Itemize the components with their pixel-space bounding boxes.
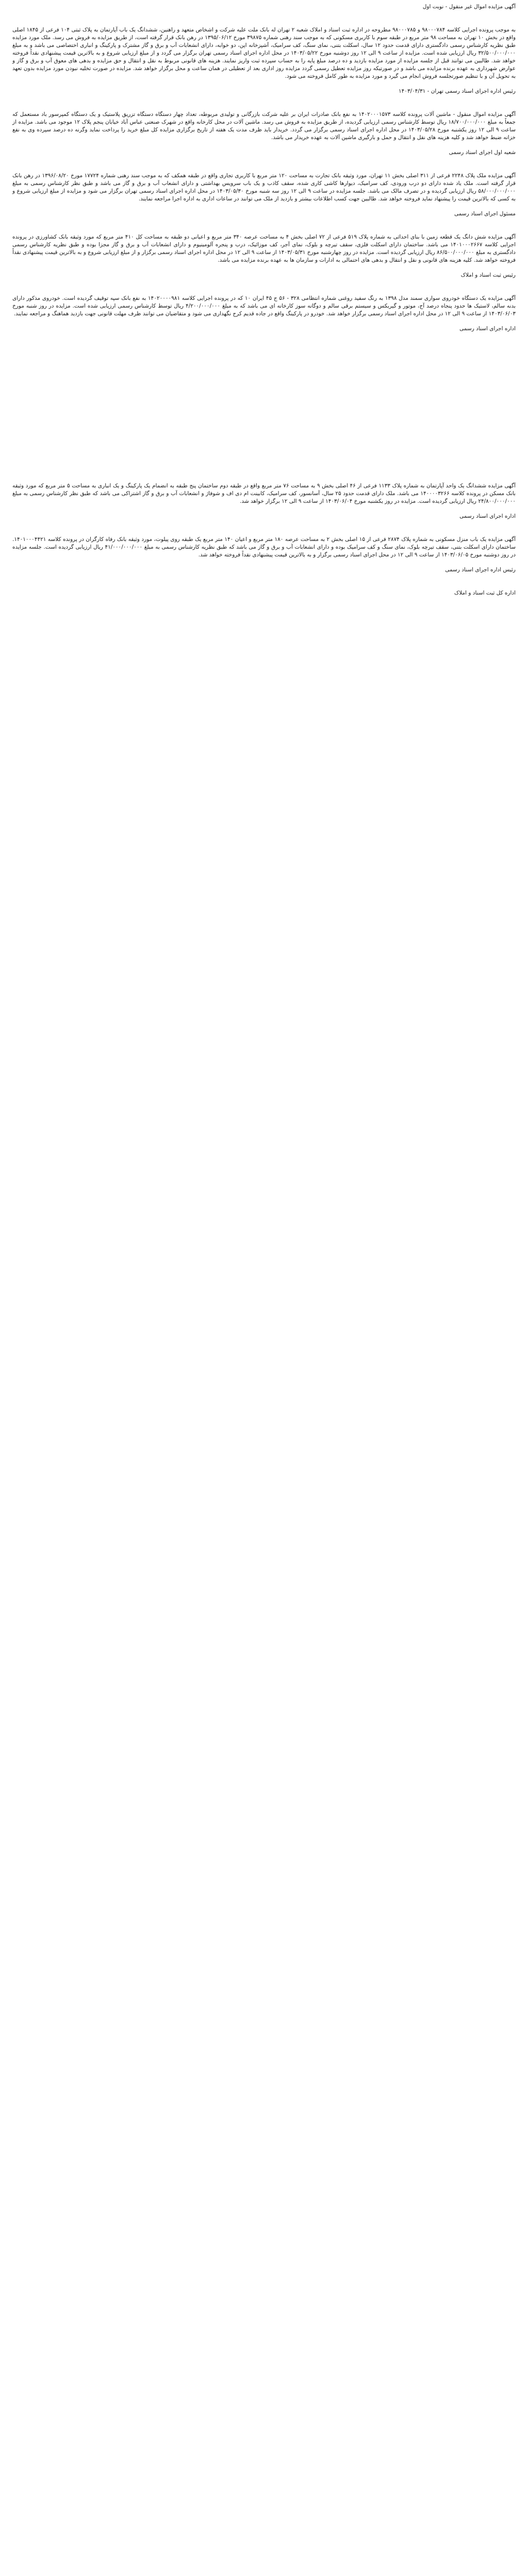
- notice-block: [12, 482, 516, 520]
- notice-signature: رئیس ثبت اسناد و املاک: [460, 272, 516, 278]
- notice-signature: اداره اجرای اسناد رسمی: [459, 513, 516, 519]
- notice-block: [12, 172, 516, 218]
- notice-signature: اداره اجرای اسناد رسمی: [459, 326, 516, 332]
- notice-paragraph: آگهی مزایده یک دستگاه خودروی سواری سمند مدل ۱۳۹۸ به رنگ سفید روغنی شماره انتظامی ۳۲۸ - ۵۶ ج ۴۵ ایران ۱۰ که در پرونده اجرایی کلاسه ۱۴۰۲۰۰۰۰۹۸۱ به نفع بانک سپه توقیف گردیده است. خودروی مذکور دارای بدنه سالم، لاستیک ها حدود پنجاه درصد آج، موتور و گیربکس و سیستم برقی سالم و دوگانه سوز کارخانه ای می باشد که به مبلغ ۴/۲۰۰/۰۰۰/۰۰۰ ریال توسط کارشناس رسمی ارزیابی شده است. مزایده در روز شنبه مورخ ۱۴۰۳/۰۶/۰۳ از ساعت ۹ الی ۱۲ در محل اداره اجرای اسناد رسمی برگزار خواهد شد. خودرو در پارکینگ واقع در جاده قدیم کرج نگهداری می شود و متقاضیان می توانند ظرف مهلت قانونی جهت بازدید هماهنگ و مراجعه نمایند.: [12, 295, 516, 317]
- notice-signature: شعبه اول اجرای اسناد رسمی: [449, 149, 516, 156]
- heading-block: [12, 3, 516, 11]
- document-signature: اداره کل ثبت اسناد و املاک: [454, 590, 516, 596]
- notice-block: [12, 26, 516, 95]
- notice-block: [12, 536, 516, 574]
- notice-signature: رئیس اداره اجرای اسناد رسمی تهران - ۱۴۰۳/۰۴/۳۱: [399, 88, 516, 94]
- notice-paragraph: آگهی مزایده اموال منقول - ماشین آلات پرونده کلاسه ۱۴۰۲۰۰۰۱۵۷۳ به نفع بانک صادرات ایران بر علیه شرکت بازرگانی و تولیدی مربوطه، تعداد چهار دستگاه دستگاه تزریق پلاستیک و یک دستگاه کمپرسور باد مستعمل که جمعاً به مبلغ ۱۸/۷۰۰/۰۰۰/۰۰۰ ریال توسط کارشناس رسمی ارزیابی گردیده، از طریق مزایده به فروش می رسد. ماشین آلات در محل کارخانه واقع در شهرک صنعتی عباس آباد خیابان پنجم پلاک ۱۲ موجود می باشد. مزایده از ساعت ۹ الی ۱۲ روز یکشنبه مورخ ۱۴۰۳/۰۵/۲۸ در محل اداره اجرای اسناد رسمی برگزار می گردد. خریدار باید ظرف مدت یک هفته از تاریخ برگزاری مزایده کل مبلغ خرید را پرداخت نماید وگرنه ده درصد سپرده وی به نفع خزانه ضبط خواهد شد و کلیه هزینه های نقل و انتقال و حمل و بارگیری ماشین آلات به عهده خریدار می باشد.: [12, 111, 516, 141]
- notice-paragraph: آگهی مزایده ششدانگ یک واحد آپارتمان به شماره پلاک ۱۱۳۳ فرعی از ۴۶ اصلی بخش ۹ به مساحت ۷۶ متر مربع واقع در طبقه دوم ساختمان پنج طبقه به انضمام یک پارکینگ و یک انباری به مساحت ۵ متر مربع که مورد وثیقه بانک مسکن در پرونده کلاسه ۱۴۰۰۰۰۳۲۶۶ می باشد. ملک دارای قدمت حدود ۲۵ سال، آسانسور، کف سرامیک، کابینت ام دی اف و شوفاژ و انشعابات آب و برق و گاز اشتراکی می باشد که طبق نظر کارشناس رسمی به مبلغ ۲۴/۸۰۰/۰۰۰/۰۰۰ ریال ارزیابی گردیده است. مزایده در روز یکشنبه مورخ ۱۴۰۳/۰۶/۰۴ از ساعت ۹ الی ۱۲ برگزار خواهد شد.: [12, 483, 516, 504]
- notice-paragraph: آگهی مزایده یک باب منزل مسکونی به شماره پلاک ۲۸۷۴ فرعی از ۱۵ اصلی بخش ۲ به مساحت عرصه ۱۸۰ متر مربع و اعیان ۱۴۰ متر مربع یک طبقه روی پیلوت، مورد وثیقه بانک رفاه کارگران در پرونده کلاسه ۱۴۰۱۰۰۰۴۴۲۱. ساختمان دارای اسکلت بتنی، سقف تیرچه بلوک، نمای سنگ و کف سرامیک بوده و دارای انشعابات آب و برق و گاز می باشد که طبق نظریه کارشناس رسمی به مبلغ ۴۱/۰۰۰/۰۰۰/۰۰۰ ریال ارزیابی گردیده است. جلسه مزایده در روز دوشنبه مورخ ۱۴۰۳/۰۶/۰۵ از ساعت ۹ الی ۱۲ در محل اجرای اسناد رسمی برگزار و به بالاترین قیمت پیشنهادی نقداً فروخته خواهد شد.: [12, 536, 516, 558]
- notice-block: [12, 233, 516, 279]
- document-page: [12, 3, 516, 597]
- notice-paragraph: به موجب پرونده اجرایی کلاسه ۹۸۰۰۰۷۸۴ و ۹۸۰۰۰۷۸۵ مطروحه در اداره ثبت اسناد و املاک شعبه ۲ تهران له بانک ملت علیه شرکت و اشخاص متعهد و راهنین، ششدانگ یک باب آپارتمان به پلاک ثبتی ۱۰۴ فرعی از ۱۸۴۵ اصلی واقع در بخش ۱۰ تهران به مساحت ۹۸ متر مربع در طبقه سوم با کاربری مسکونی که به موجب سند رهنی شماره ۳۹۸۷۵ مورخ ۱۳۹۵/۰۶/۱۲ در رهن بانک قرار گرفته است، از طریق مزایده به فروش می رسد. ملک مورد مزایده طبق نظریه کارشناس رسمی دادگستری دارای قدمت حدود ۱۲ سال، اسکلت بتنی، نمای سنگ، کف سرامیک، آشپزخانه اپن، دو خوابه، دارای انشعابات آب و برق و گاز مشترک و پارکینگ و انباری اختصاصی می باشد و به مبلغ ۳۲/۵۰۰/۰۰۰/۰۰۰ ریال ارزیابی شده است. مزایده از ساعت ۹ الی ۱۲ روز دوشنبه مورخ ۱۴۰۳/۰۵/۲۲ در محل اداره اجرای اسناد رسمی تهران برگزار می گردد و از مبلغ ارزیابی شروع و به بالاترین قیمت پیشنهادی نقداً فروخته خواهد شد. طالبین می توانند قبل از جلسه مزایده از مورد مزایده بازدید و ده درصد مبلغ پایه را به حساب سپرده ثبت واریز نمایند. هزینه های قانونی مربوط به نقل و انتقال و حق مزایده و بدهی های معوق آب و برق و گاز و عوارض شهرداری به عهده برنده مزایده می باشد و در صورتیکه روز مزایده تعطیل رسمی گردد مزایده روز اداری بعد از تعطیلی در همان ساعت و محل برگزار خواهد شد. مزایده در صورت تخلیه نبودن مورد مزایده بدون تعهد به تحویل آن و با تنظیم صورتجلسه فروش انجام می گیرد و مورد مزایده به طور کامل فروخته می شود.: [12, 27, 516, 79]
- notice-paragraph: آگهی مزایده ملک پلاک ۲۲۴۸ فرعی از ۳۱۱ اصلی بخش ۱۱ تهران، مورد وثیقه بانک تجارت به مساحت ۱۲۰ متر مربع با کاربری تجاری واقع در طبقه همکف که به موجب سند رهنی شماره ۱۷۷۲۴ مورخ ۱۳۹۶/۰۸/۲۰ در رهن بانک قرار گرفته است. ملک یاد شده دارای دو درب ورودی، کف سرامیک، دیوارها کاشی کاری شده، سقف کاذب و یک باب سرویس بهداشتی و دارای انشعاب آب و برق و گاز می باشد و طبق نظر کارشناس رسمی به مبلغ ۵۸/۰۰۰/۰۰۰/۰۰۰ ریال ارزیابی گردیده و در تصرف مالک می باشد. جلسه مزایده در ساعت ۹ الی ۱۲ روز سه شنبه مورخ ۱۴۰۳/۰۵/۳۰ در محل اداره اجرای اسناد رسمی تهران برگزار می شود و مزایده از مبلغ ارزیابی شروع و به کسی که بالاترین قیمت را پیشنهاد نماید فروخته خواهد شد. طالبین جهت کسب اطلاعات بیشتر و بازدید از ملک می توانند در ساعات اداری به اداره اجرا مراجعه نمایند.: [12, 173, 516, 202]
- notice-block: [12, 111, 516, 157]
- notice-paragraph: آگهی مزایده شش دانگ یک قطعه زمین با بنای احداثی به شماره پلاک ۵۱۹ فرعی از ۷۲ اصلی بخش ۴ به مساحت عرصه ۳۴۰ متر مربع و اعیانی دو طبقه به مساحت کل ۴۱۰ متر مربع که مورد وثیقه بانک کشاورزی در پرونده اجرایی کلاسه ۱۴۰۱۰۰۰۲۶۶۷ می باشد. ساختمان دارای اسکلت فلزی، سقف تیرچه و بلوک، نمای آجر، کف موزائیک، درب و پنجره آلومینیوم و دارای انشعابات آب و برق و گاز مجزا بوده و طبق نظریه کارشناس رسمی دادگستری به مبلغ ۸۶/۵۰۰/۰۰۰/۰۰۰ ریال ارزیابی گردیده است. مزایده در روز چهارشنبه مورخ ۱۴۰۳/۰۵/۳۱ از ساعت ۹ الی ۱۲ در محل اداره اجرای اسناد رسمی برگزار و از مبلغ ارزیابی شروع و به بالاترین قیمت پیشنهادی نقداً فروخته خواهد شد. کلیه هزینه های قانونی و نقل و انتقال و بدهی های احتمالی به ادارات و سازمان ها به عهده برنده مزایده می باشد.: [12, 234, 516, 263]
- notice-signature: مسئول اجرای اسناد رسمی: [454, 211, 516, 217]
- blank-gap: [12, 348, 516, 482]
- document-heading: آگهی مزایده اموال غیر منقول - نوبت اول: [422, 4, 516, 10]
- document-body: [12, 3, 516, 574]
- notice-block: [12, 295, 516, 333]
- notice-signature: رئیس اداره اجرای اسناد رسمی: [445, 567, 516, 573]
